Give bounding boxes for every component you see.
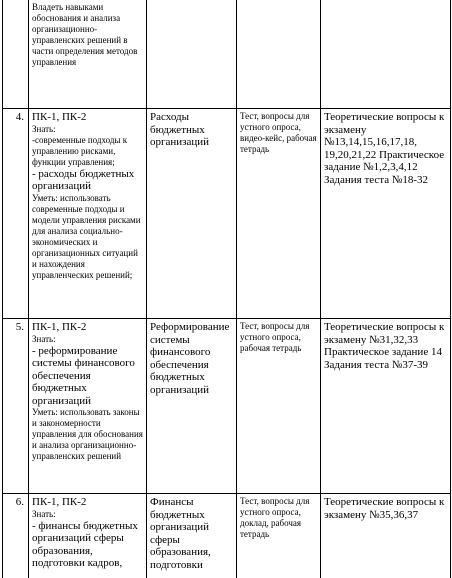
competence-cell [29,0,147,109]
assessment-tools-cell [237,0,321,109]
competence-cell [29,319,147,494]
tasks-cell [321,0,451,109]
tasks-cell: Теоретические вопросы к экзамену №31,32,33 Практическое задание 14 Задания теста №37-39 [321,319,451,494]
competence-line: - реформирование системы финансового обеспечения бюджетных организаций [32,344,135,407]
table-row [3,319,451,494]
tasks-cell: Теоретические вопросы к экзамену №13,14,15,16,17,18, 19,20,21,22 Практическое задание №1,2,3,4,12 Задания теста №18-32 [321,109,451,319]
competence-codes: ПК-1, ПК-2 [32,496,87,508]
assessment-tools-cell: Тест, вопросы для устного опроса, доклад, рабочая тетрадь [237,494,321,578]
table-row [3,494,451,578]
competence-line: Уметь: использовать современные подходы и модели управления рисками для анализа социально-экономических и организационных ситуаций и нахождения управленческих решений; [32,192,141,280]
topic-cell: Расходы бюджетных организаций [147,109,237,319]
row-number: 4. [3,109,29,319]
competence-cell [29,494,147,578]
competence-cell [29,109,147,319]
competence-codes: ПК-1, ПК-2 [32,321,87,333]
topic-cell [147,0,237,109]
table-row [3,0,451,109]
assessment-table [2,0,451,578]
competence-line: -современные подходы к управлению рисками, функции управления; [32,134,128,167]
tasks-cell: Теоретические вопросы к экзамену №35,36,37 [321,494,451,578]
row-number: 6. [3,494,29,578]
competence-line: Знать: [32,123,56,134]
competence-line: Владеть навыками обоснования и анализа организационно-управленских решений в части определения методов управления [32,2,138,67]
competence-codes: ПК-1, ПК-2 [32,111,87,123]
topic-cell: Реформирование системы финансового обеспечения бюджетных организаций [147,319,237,494]
assessment-tools-cell: Тест, вопросы для устного опроса, видео-кейс, рабочая тетрадь [237,109,321,319]
topic-cell: Финансы бюджетных организаций сферы образования, подготовки [147,494,237,578]
competence-line: - расходы бюджетных организаций [32,167,135,192]
row-number: 5. [3,319,29,494]
table-row [3,109,451,319]
assessment-tools-cell: Тест, вопросы для устного опроса, рабочая тетрадь [237,319,321,494]
competence-line: Уметь: использовать законы и закономерности управления для обоснования и анализа организационно-управленских решений [32,407,143,461]
competence-line: - финансы бюджетных организаций сферы образования, подготовки кадров, [32,519,138,569]
row-number [3,0,29,109]
competence-line: Знать: [32,333,56,344]
competence-line: Знать: [32,508,56,519]
